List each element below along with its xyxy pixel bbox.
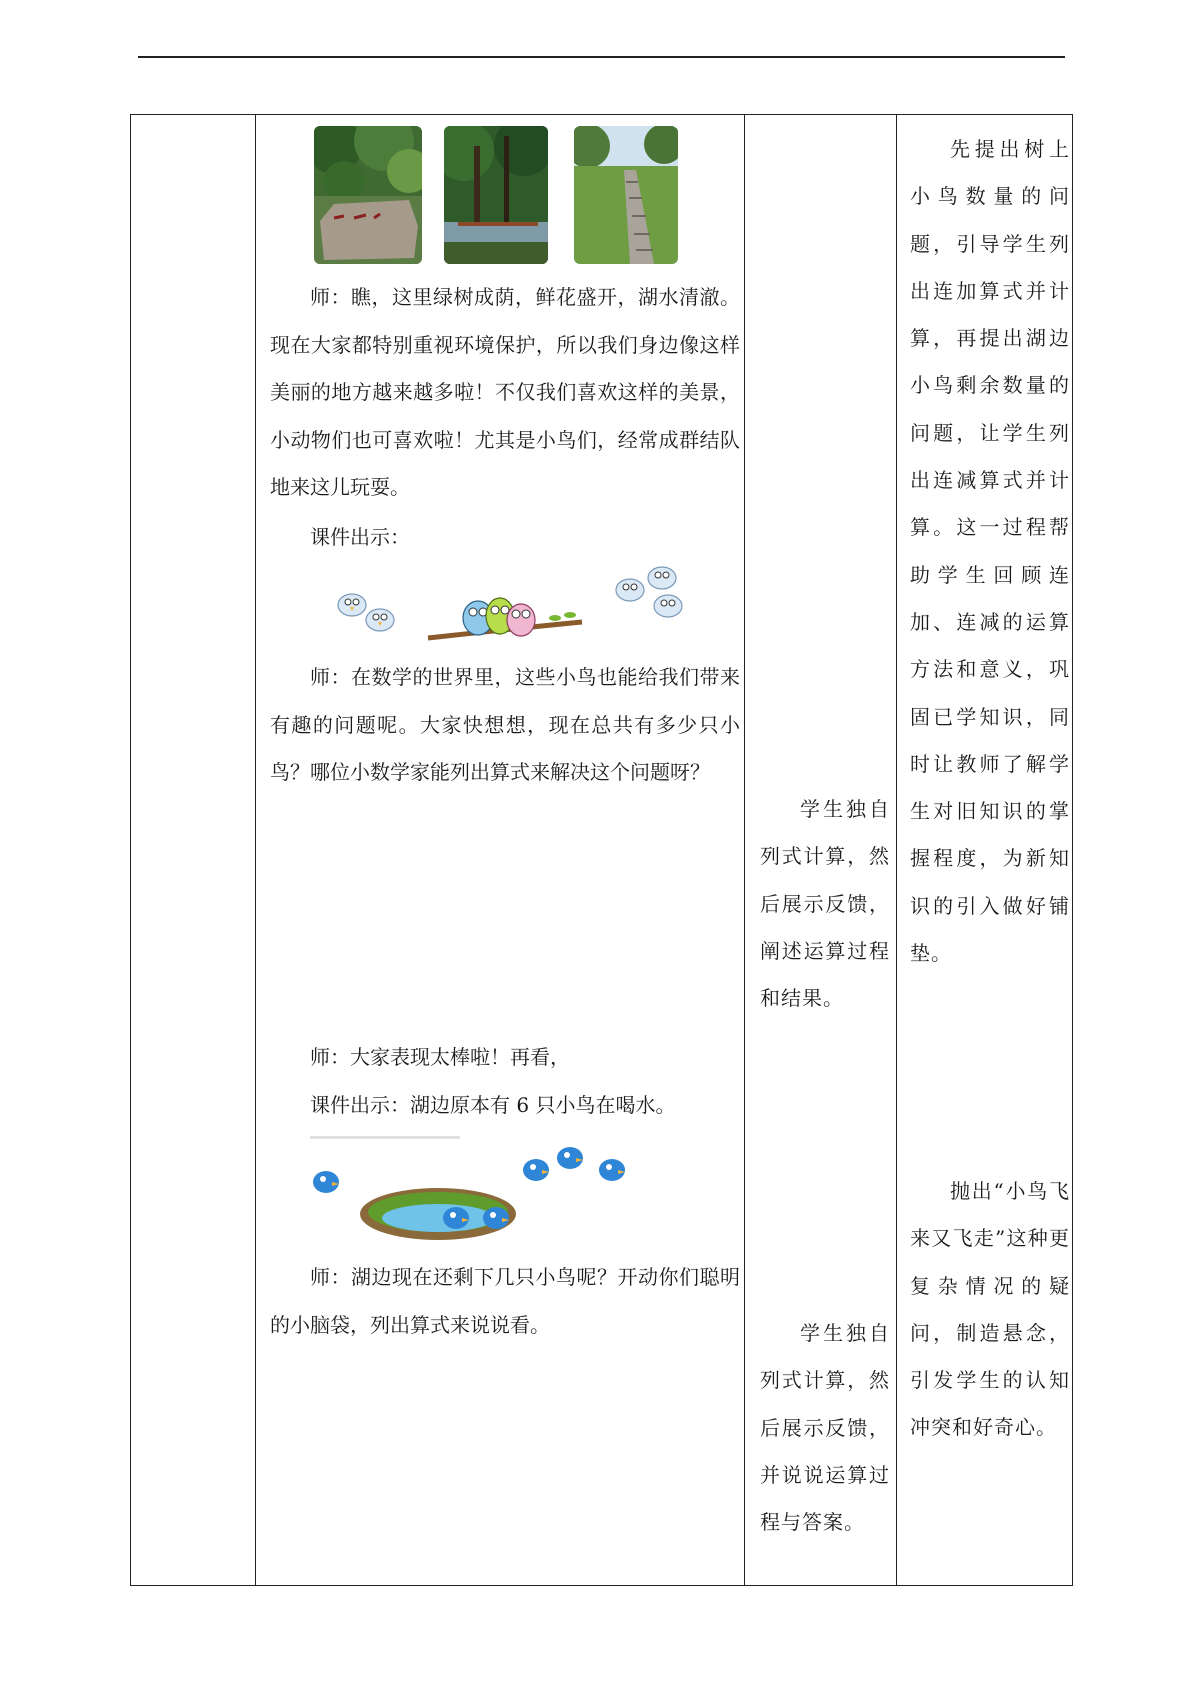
bird-icon [648,567,676,589]
bird-icon [313,1171,339,1193]
column-divider-1 [255,115,256,1585]
teacher-paragraph-1: 师：瞧，这里绿树成荫，鲜花盛开，湖水清澈。现在大家都特别重视环境保护，所以我们身边像这样美丽的地方越来越多啦！不仅我们喜欢这样的美景，小动物们也可喜欢啦！尤其是小鸟们，经常成群结队地来这儿玩耍。 [270,285,740,499]
birds-on-branch-illustration [320,560,700,650]
design-intent-2: 抛出“小鸟飞来又飞走”这种更复杂情况的疑问，制造悬念，引发学生的认知冲突和好奇心。 [910,1179,1070,1440]
column-divider-2 [744,115,745,1585]
header-rule [138,56,1065,58]
bird-icon [507,604,535,636]
bird-icon [366,609,394,631]
teacher-paragraph-2: 师：在数学的世界里，这些小鸟也能给我们带来有趣的问题呢。大家快想想，现在总共有多少只小鸟？哪位小数学家能列出算式来解决这个问题呀？ [270,665,740,784]
bird-icon [443,1207,469,1229]
courseware-label-1: 课件出示： [310,525,410,549]
teacher-paragraph-4: 师：湖边现在还剩下几只小鸟呢？开动你们聪明的小脑袋，列出算式来说说看。 [270,1265,740,1337]
bird-icon [338,594,366,616]
bird-icon [616,579,644,601]
design-intent-1: 先提出树上小鸟数量的问题，引导学生列出连加算式并计算，再提出湖边小鸟剩余数量的问题，让学生列出连减算式并计算。这一过程帮助学生回顾连加、连减的运算方法和意义，巩固已学知识，同时让教师了解学生对旧知识的掌握程度，为新知识的引入做好铺垫。 [910,137,1070,966]
lake-birds-illustration [308,1136,638,1246]
student-activity-2: 学生独自列式计算，然后展示反馈，并说说运算过程与答案。 [760,1321,890,1535]
bird-icon [523,1159,549,1181]
teacher-paragraph-3: 师：大家表现太棒啦！再看， [310,1045,570,1069]
bird-icon [599,1159,625,1181]
column-divider-3 [896,115,897,1585]
bird-icon [557,1147,583,1169]
student-activity-1: 学生独自列式计算，然后展示反馈，阐述运算过程和结果。 [760,797,890,1011]
photo-stone-path [574,126,678,264]
bird-icon [654,595,682,617]
bird-icon [483,1207,509,1229]
courseware-label-2: 课件出示：湖边原本有 6 只小鸟在喝水。 [310,1093,676,1117]
photo-stone-monument [314,126,422,264]
photo-lake-trees [444,126,548,264]
